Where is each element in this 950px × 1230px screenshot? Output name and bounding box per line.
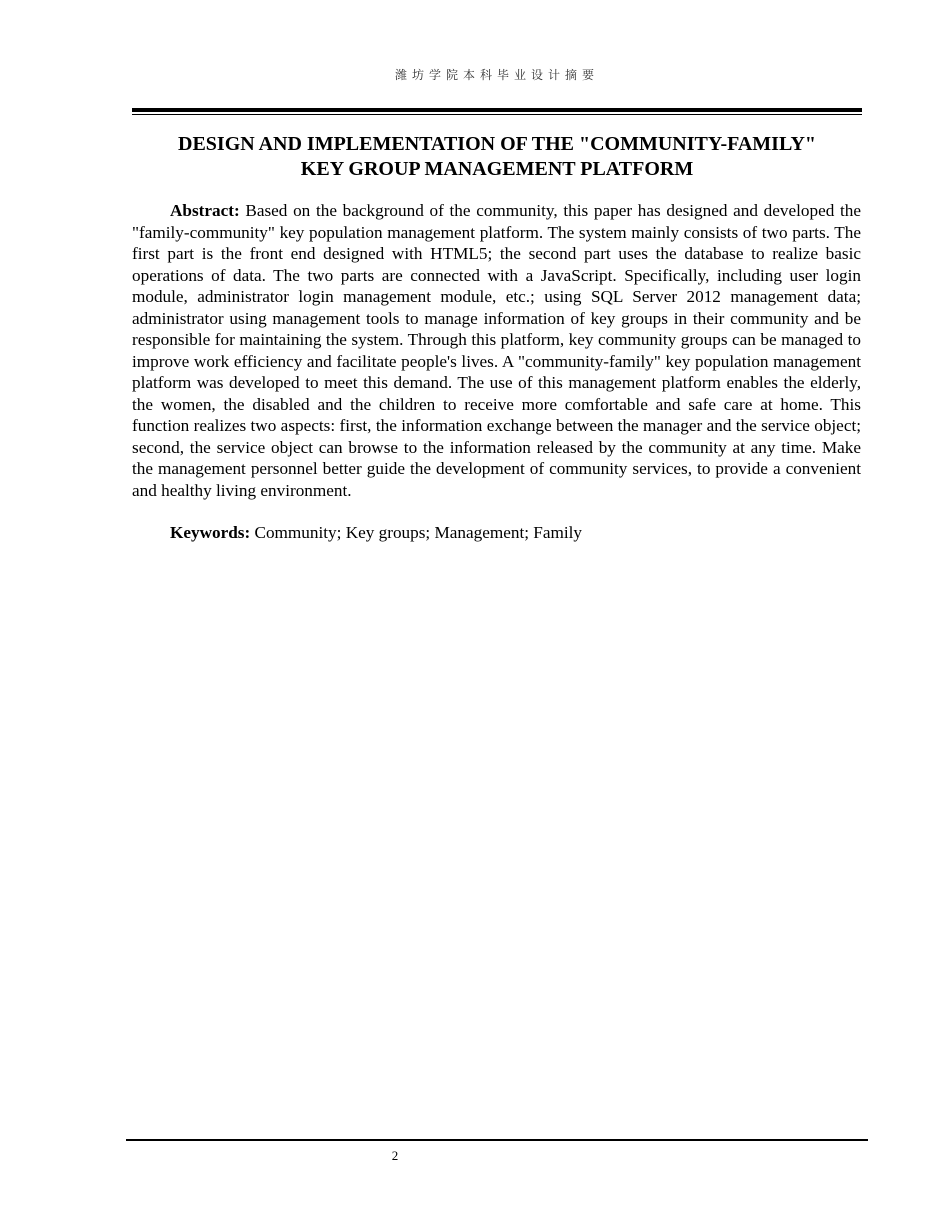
title-line-1: DESIGN AND IMPLEMENTATION OF THE "COMMUNITY-FAMILY": [178, 133, 816, 155]
abstract-body: Based on the background of the community, this paper has designed and developed the "family-community" key population management platform. The system mainly consists of two parts. The first part is the front end designed with HTML5; the second part uses the database to realize basic operations of data. The two parts are connected with a JavaScript. Specifically, including user login module, administrator login management module, etc.; using SQL Server 2012 management data; administrator using management tools to manage information of key groups in their community and be responsible for maintaining the system. Through this platform, key community groups can be managed to improve work efficiency and facilitate people's lives. A "community-family" key population management platform was developed to meet this demand. The use of this management platform enables the elderly, the women, the disabled and the children to receive more comfortable and safe care at home. This function realizes two aspects: first, the information exchange between the manager and the service object; second, the service object can browse to the information released by the community at any time. Make the management personnel better guide the development of community services, to provide a convenient and healthy living environment.: [132, 201, 861, 500]
page-header: 潍坊学院本科毕业设计摘要: [394, 68, 599, 82]
document-title: [132, 132, 862, 182]
footer-rule: [126, 1139, 868, 1141]
keywords-paragraph: [132, 522, 861, 544]
header-rule-thin: [132, 114, 862, 115]
page-number: 2: [391, 1148, 399, 1163]
abstract-label: Abstract:: [170, 201, 240, 220]
keywords-label: Keywords:: [170, 523, 251, 542]
abstract-paragraph: [132, 200, 861, 501]
keywords-body: Community; Key groups; Management; Family: [254, 523, 582, 542]
header-rule-thick: [132, 108, 862, 112]
title-line-2: KEY GROUP MANAGEMENT PLATFORM: [300, 158, 694, 180]
